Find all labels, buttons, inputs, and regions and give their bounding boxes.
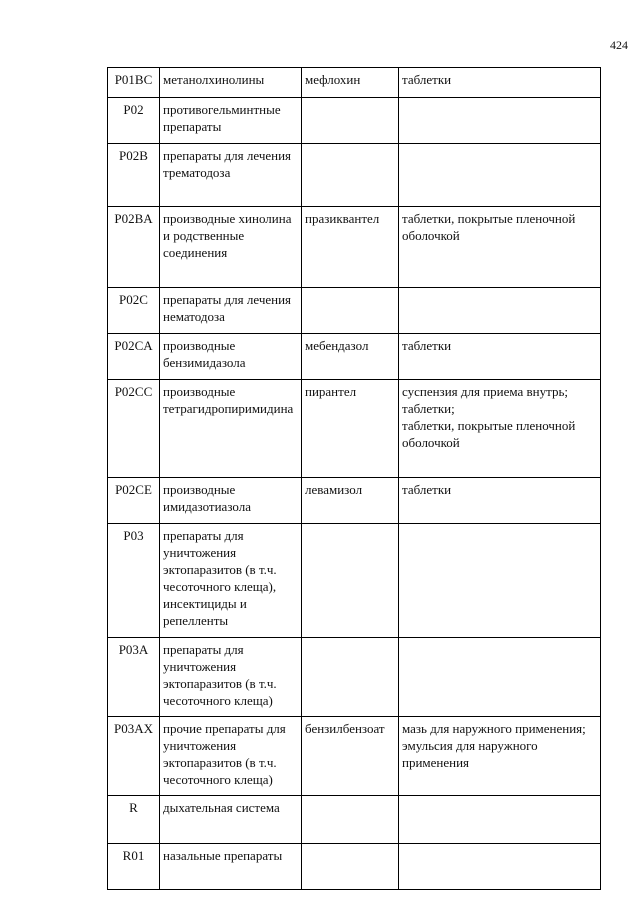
substance-cell bbox=[302, 524, 399, 638]
atc-code-cell: P02B bbox=[108, 144, 160, 207]
dosage-form-cell bbox=[399, 288, 601, 334]
atc-code-cell: P02CE bbox=[108, 478, 160, 524]
atc-code-cell: P01BC bbox=[108, 68, 160, 98]
atc-code-cell: P03A bbox=[108, 638, 160, 717]
substance-cell: мебендазол bbox=[302, 334, 399, 380]
dosage-form-cell: таблетки bbox=[399, 478, 601, 524]
group-name-cell: производные тетрагидропиримидина bbox=[160, 380, 302, 478]
atc-code-cell: P02 bbox=[108, 98, 160, 144]
group-name-cell: прочие препараты для уничтожения эктопаразитов (в т.ч. чесоточного клеща) bbox=[160, 717, 302, 796]
group-name-cell: дыхательная система bbox=[160, 796, 302, 844]
group-name-cell: назальные препараты bbox=[160, 844, 302, 890]
group-name-cell: производные хинолина и родственные соединения bbox=[160, 207, 302, 288]
table-row bbox=[108, 478, 601, 524]
table-row bbox=[108, 524, 601, 638]
table-row bbox=[108, 334, 601, 380]
dosage-form-cell bbox=[399, 524, 601, 638]
substance-cell: празиквантел bbox=[302, 207, 399, 288]
group-name-cell: противогельминтные препараты bbox=[160, 98, 302, 144]
table-row bbox=[108, 638, 601, 717]
atc-code-cell: R bbox=[108, 796, 160, 844]
group-name-cell: производные бензимидазола bbox=[160, 334, 302, 380]
substance-cell: мефлохин bbox=[302, 68, 399, 98]
table-row bbox=[108, 68, 601, 98]
atc-code-cell: P02CC bbox=[108, 380, 160, 478]
substance-cell: пирантел bbox=[302, 380, 399, 478]
substance-cell bbox=[302, 288, 399, 334]
table-row bbox=[108, 380, 601, 478]
dosage-form-cell: суспензия для приема внутрь; таблетки; таблетки, покрытые пленочной оболочкой bbox=[399, 380, 601, 478]
table-row bbox=[108, 844, 601, 890]
dosage-form-cell bbox=[399, 844, 601, 890]
atc-code-cell: P03 bbox=[108, 524, 160, 638]
group-name-cell: препараты для лечения нематодоза bbox=[160, 288, 302, 334]
dosage-form-cell: таблетки bbox=[399, 68, 601, 98]
substance-cell bbox=[302, 638, 399, 717]
group-name-cell: препараты для уничтожения эктопаразитов (в т.ч. чесоточного клеща), инсектициды и репелленты bbox=[160, 524, 302, 638]
substance-cell: левамизол bbox=[302, 478, 399, 524]
table-row bbox=[108, 796, 601, 844]
table-row bbox=[108, 717, 601, 796]
substance-cell bbox=[302, 144, 399, 207]
table-row bbox=[108, 288, 601, 334]
drug-classification-table bbox=[107, 67, 601, 890]
atc-code-cell: P02BA bbox=[108, 207, 160, 288]
dosage-form-cell: мазь для наружного применения; эмульсия для наружного применения bbox=[399, 717, 601, 796]
table-row bbox=[108, 144, 601, 207]
group-name-cell: препараты для лечения трематодоза bbox=[160, 144, 302, 207]
atc-code-cell: P03AX bbox=[108, 717, 160, 796]
table-row bbox=[108, 98, 601, 144]
atc-code-cell: P02CA bbox=[108, 334, 160, 380]
dosage-form-cell bbox=[399, 144, 601, 207]
group-name-cell: производные имидазотиазола bbox=[160, 478, 302, 524]
dosage-form-cell bbox=[399, 638, 601, 717]
substance-cell bbox=[302, 844, 399, 890]
page-number: 424 bbox=[610, 38, 628, 52]
substance-cell: бензилбензоат bbox=[302, 717, 399, 796]
dosage-form-cell bbox=[399, 796, 601, 844]
substance-cell bbox=[302, 98, 399, 144]
table-row bbox=[108, 207, 601, 288]
atc-code-cell: P02C bbox=[108, 288, 160, 334]
dosage-form-cell bbox=[399, 98, 601, 144]
atc-code-cell: R01 bbox=[108, 844, 160, 890]
group-name-cell: препараты для уничтожения эктопаразитов (в т.ч. чесоточного клеща) bbox=[160, 638, 302, 717]
substance-cell bbox=[302, 796, 399, 844]
group-name-cell: метанолхинолины bbox=[160, 68, 302, 98]
dosage-form-cell: таблетки, покрытые пленочной оболочкой bbox=[399, 207, 601, 288]
dosage-form-cell: таблетки bbox=[399, 334, 601, 380]
